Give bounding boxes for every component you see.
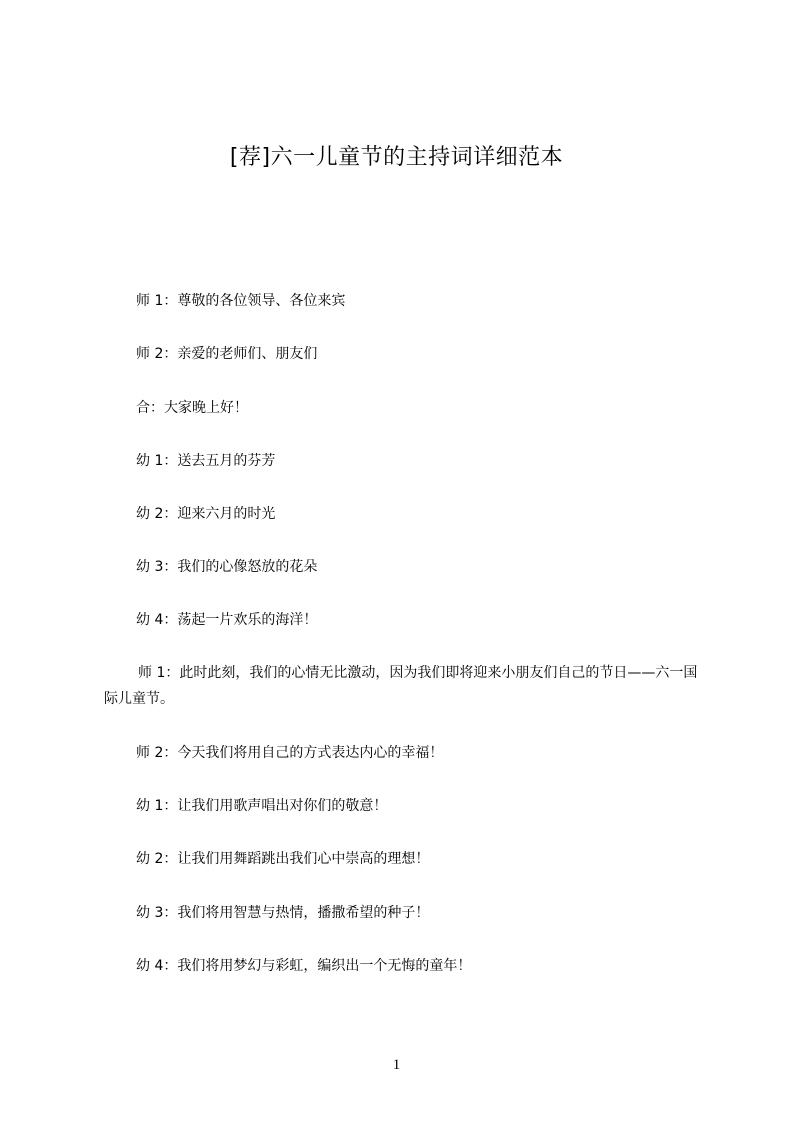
paragraph	[104, 740, 704, 766]
paragraph-text: 幼 1：让我们用歌声唱出对你们的敬意！	[136, 798, 388, 814]
paragraph-text: 幼 4：我们将用梦幻与彩虹，编织出一个无悔的童年！	[136, 958, 472, 974]
page-number: 1	[392, 1057, 401, 1073]
paragraph-text: 幼 3：我们的心像怒放的花朵	[136, 559, 318, 575]
paragraph-text: 幼 4：荡起一片欢乐的海洋！	[136, 612, 318, 628]
paragraph	[104, 341, 704, 367]
paragraph	[104, 900, 704, 926]
paragraph	[104, 448, 704, 474]
paragraph	[104, 501, 704, 527]
paragraph-text: 合：大家晚上好！	[136, 400, 248, 416]
paragraph	[104, 953, 704, 979]
paragraph-text: 幼 1：送去五月的芬芳	[136, 453, 276, 469]
paragraph	[104, 846, 704, 872]
paragraph-text: 师 2：亲爱的老师们、朋友们	[136, 346, 318, 362]
paragraph	[104, 793, 704, 819]
paragraph-text: 师 2：今天我们将用自己的方式表达内心的幸福！	[136, 745, 444, 761]
paragraph-wrapped: 师 1：此时此刻，我们的心情无比激动，因为我们即将迎来小朋友们自己的节日——六一国际儿童节。	[104, 665, 698, 707]
paragraph-text: 师 1：尊敬的各位领导、各位来宾	[136, 293, 346, 309]
paragraph	[104, 395, 704, 421]
paragraph	[104, 554, 704, 580]
document-title: [荐]六一儿童节的主持词详细范本	[229, 145, 564, 170]
paragraph	[104, 288, 704, 314]
paragraph-text: 幼 2：迎来六月的时光	[136, 506, 276, 522]
paragraph-text: 幼 3：我们将用智慧与热情，播撒希望的种子！	[136, 905, 430, 921]
paragraph	[104, 607, 704, 633]
paragraph-text: 幼 2：让我们用舞蹈跳出我们心中崇高的理想！	[136, 851, 430, 867]
